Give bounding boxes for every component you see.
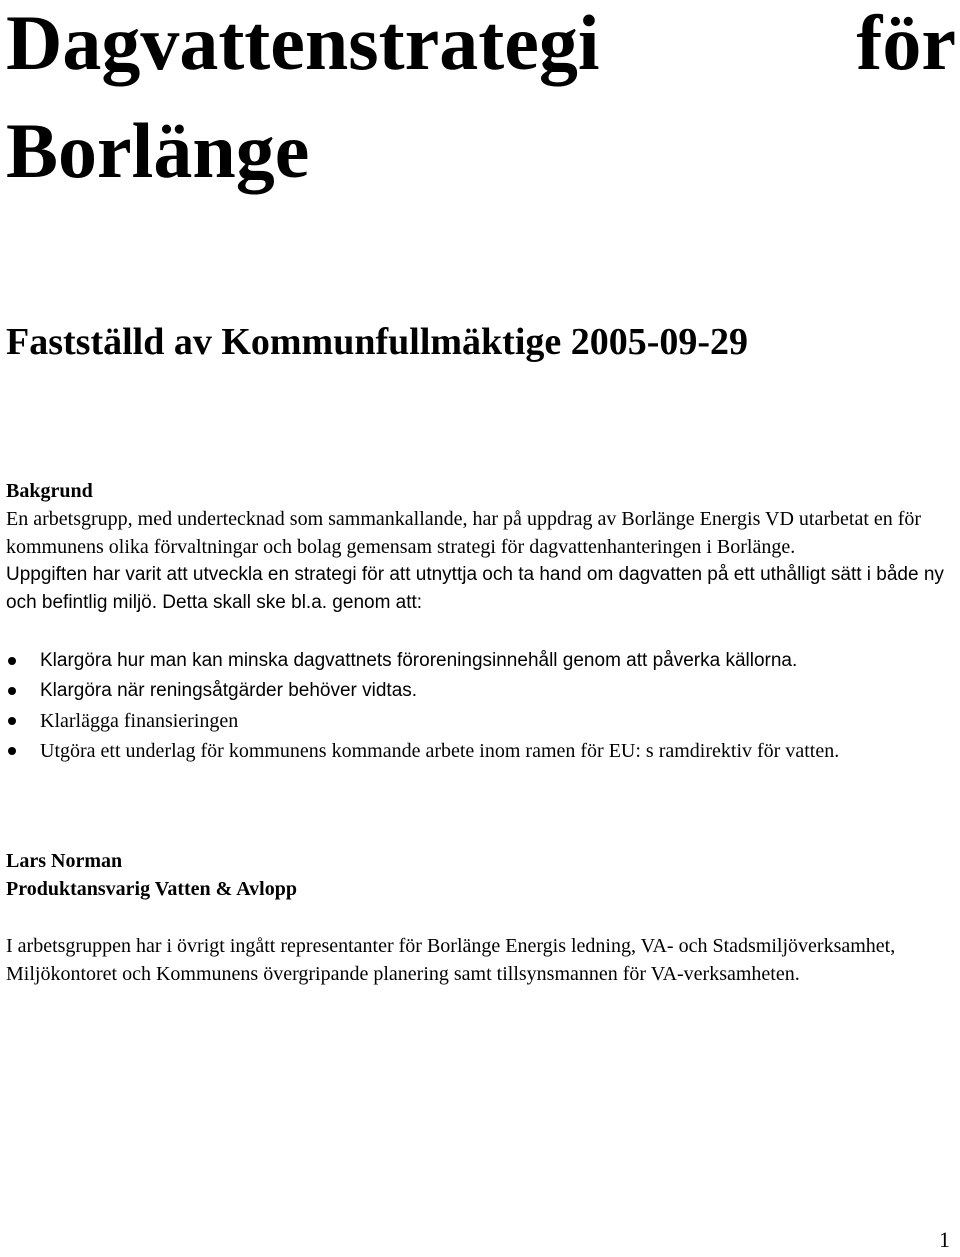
document-title-line-2: Borlänge	[6, 107, 310, 194]
background-section	[6, 477, 954, 617]
bullet-icon	[8, 687, 16, 695]
list-item	[6, 677, 954, 705]
goals-list	[6, 647, 954, 767]
bullet-icon	[8, 747, 16, 755]
document-title-word-for: för	[856, 0, 956, 86]
document-title-line-1: Dagvattenstrategi	[6, 0, 600, 86]
signature-role: Produktansvarig Vatten & Avlopp	[6, 878, 297, 900]
document-subtitle: Fastställd av Kommunfullmäktige 2005-09-29	[6, 321, 749, 363]
list-item	[6, 707, 954, 735]
list-item-text: Klarlägga finansieringen	[40, 710, 239, 732]
closing-paragraph: I arbetsgruppen har i övrigt ingått representanter för Borlänge Energis ledning, VA- och Stadsmiljöverksamhet, Miljökontoret och Kommunens övergripande planering samt tillsynsmannen för VA-verksamheten.	[6, 935, 896, 985]
list-item-text: Utgöra ett underlag för kommunens kommande arbete inom ramen för EU: s ramdirektiv för vatten.	[40, 740, 840, 762]
list-item	[6, 737, 954, 765]
signature-block	[6, 847, 954, 903]
list-item	[6, 647, 954, 675]
background-heading: Bakgrund	[6, 480, 93, 502]
bullet-icon	[8, 717, 16, 725]
bullet-icon	[8, 657, 16, 665]
background-paragraph: En arbetsgrupp, med undertecknad som sammankallande, har på uppdrag av Borlänge Energis VD utarbetat en för kommunens olika förvaltningar och bolag gemensam strategi för dagvattenhanteringen i Borlänge.	[6, 508, 922, 558]
task-paragraph: Uppgiften har varit att utveckla en strategi för att utnyttja och ta hand om dagvatten på ett uthålligt sätt i både ny och befintlig miljö. Detta skall ske bl.a. genom att:	[6, 564, 944, 613]
list-item-text: Klargöra hur man kan minska dagvattnets föroreningsinnehåll genom att påverka källorna.	[40, 650, 798, 671]
list-item-text: Klargöra när reningsåtgärder behöver vidtas.	[40, 680, 418, 701]
signature-name: Lars Norman	[6, 850, 123, 872]
page-number: 1	[939, 1227, 950, 1252]
